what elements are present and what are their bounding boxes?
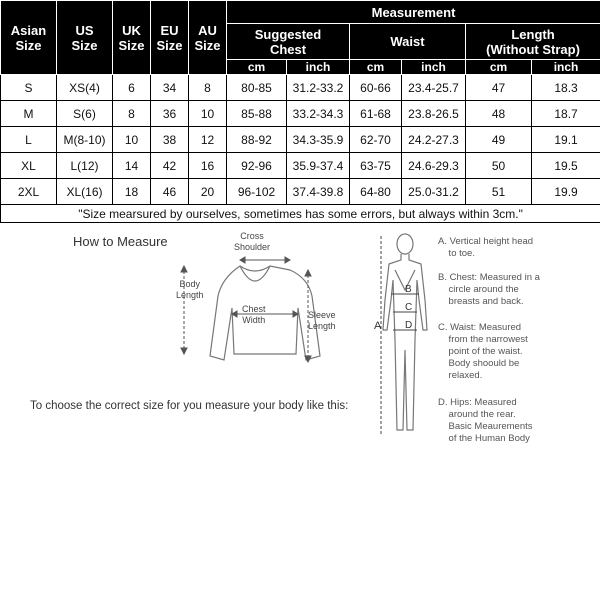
cell-chest-inch: 37.4-39.8 — [287, 179, 350, 205]
header-uk-size: UK Size — [113, 1, 151, 75]
unit-chest-cm: cm — [227, 60, 287, 75]
cell-waist-inch: 24.6-29.3 — [402, 153, 466, 179]
how-to-measure-section — [0, 222, 600, 482]
cell-eu: 36 — [151, 101, 189, 127]
cell-waist-cm: 63-75 — [350, 153, 402, 179]
header-waist: Waist — [350, 24, 466, 60]
cell-uk: 8 — [113, 101, 151, 127]
cell-chest-inch: 34.3-35.9 — [287, 127, 350, 153]
cell-uk: 18 — [113, 179, 151, 205]
cell-us: XL(16) — [57, 179, 113, 205]
unit-waist-inch: inch — [402, 60, 466, 75]
table-row — [1, 127, 600, 153]
header-asian-size: Asian Size — [1, 1, 57, 75]
cell-length-inch: 18.7 — [532, 101, 600, 127]
cell-us: L(12) — [57, 153, 113, 179]
cell-asian: M — [1, 101, 57, 127]
cell-chest-cm: 80-85 — [227, 75, 287, 101]
cell-length-cm: 47 — [466, 75, 532, 101]
body-letter-d: D — [405, 320, 413, 331]
legend-b: B. Chest: Measured in a circle around the breasts and back. — [438, 272, 540, 307]
cell-waist-cm: 61-68 — [350, 101, 402, 127]
cell-waist-cm: 64-80 — [350, 179, 402, 205]
header-chest: Suggested Chest — [227, 24, 350, 60]
cell-length-cm: 51 — [466, 179, 532, 205]
how-to-measure-title: How to Measure — [73, 234, 168, 249]
cell-length-inch: 19.5 — [532, 153, 600, 179]
cell-us: M(8-10) — [57, 127, 113, 153]
chest-width-label: Chest Width — [242, 304, 266, 325]
cell-length-inch: 18.3 — [532, 75, 600, 101]
cell-waist-cm: 60-66 — [350, 75, 402, 101]
size-chart — [0, 0, 600, 223]
cell-chest-cm: 88-92 — [227, 127, 287, 153]
cell-au: 16 — [189, 153, 227, 179]
unit-length-inch: inch — [532, 60, 600, 75]
cell-eu: 46 — [151, 179, 189, 205]
cell-eu: 34 — [151, 75, 189, 101]
cell-waist-inch: 24.2-27.3 — [402, 127, 466, 153]
cell-au: 10 — [189, 101, 227, 127]
cell-asian: S — [1, 75, 57, 101]
cell-asian: L — [1, 127, 57, 153]
cell-chest-cm: 96-102 — [227, 179, 287, 205]
cell-eu: 42 — [151, 153, 189, 179]
cell-asian: XL — [1, 153, 57, 179]
cell-length-inch: 19.1 — [532, 127, 600, 153]
table-row — [1, 75, 600, 101]
cell-waist-inch: 23.8-26.5 — [402, 101, 466, 127]
cell-length-cm: 50 — [466, 153, 532, 179]
cell-chest-inch: 31.2-33.2 — [287, 75, 350, 101]
unit-waist-cm: cm — [350, 60, 402, 75]
cell-chest-inch: 33.2-34.3 — [287, 101, 350, 127]
cell-uk: 10 — [113, 127, 151, 153]
unit-length-cm: cm — [466, 60, 532, 75]
cell-waist-inch: 25.0-31.2 — [402, 179, 466, 205]
cell-waist-inch: 23.4-25.7 — [402, 75, 466, 101]
cell-length-cm: 49 — [466, 127, 532, 153]
cell-length-cm: 48 — [466, 101, 532, 127]
cell-au: 8 — [189, 75, 227, 101]
table-row — [1, 153, 600, 179]
header-eu-size: EU Size — [151, 1, 189, 75]
header-length: Length (Without Strap) — [466, 24, 600, 60]
table-row — [1, 101, 600, 127]
cell-chest-cm: 92-96 — [227, 153, 287, 179]
cell-au: 20 — [189, 179, 227, 205]
choose-size-instruction: To choose the correct size for you measure your body like this: — [30, 400, 349, 412]
unit-chest-inch: inch — [287, 60, 350, 75]
body-length-label: Body Length — [176, 279, 204, 300]
legend-d: D. Hips: Measured around the rear. Basic Meaurements of the Human Body — [438, 397, 533, 444]
cell-uk: 6 — [113, 75, 151, 101]
cell-chest-cm: 85-88 — [227, 101, 287, 127]
size-disclaimer: "Size mearsured by ourselves, sometimes has some errors, but always within 3cm." — [1, 205, 600, 223]
cell-waist-cm: 62-70 — [350, 127, 402, 153]
body-letter-a: A — [374, 320, 382, 332]
size-table — [0, 0, 600, 223]
cell-uk: 14 — [113, 153, 151, 179]
cell-au: 12 — [189, 127, 227, 153]
cell-us: XS(4) — [57, 75, 113, 101]
cross-shoulder-label: Cross Shoulder — [234, 231, 271, 252]
cell-eu: 38 — [151, 127, 189, 153]
cell-us: S(6) — [57, 101, 113, 127]
header-measurement: Measurement — [227, 1, 600, 24]
legend-a: A. Vertical height head to toe. — [438, 236, 534, 259]
table-row — [1, 179, 600, 205]
cell-length-inch: 19.9 — [532, 179, 600, 205]
cell-asian: 2XL — [1, 179, 57, 205]
legend-c: C. Waist: Measured from the narrowest point of the waist. Body shoould be relaxed. — [438, 322, 528, 381]
cell-chest-inch: 35.9-37.4 — [287, 153, 350, 179]
header-us-size: US Size — [57, 1, 113, 75]
body-letter-b: B — [405, 284, 412, 295]
sleeve-length-label: Sleeve Length — [308, 310, 336, 331]
body-figure — [375, 230, 435, 445]
body-letter-c: C — [405, 302, 413, 313]
header-au-size: AU Size — [189, 1, 227, 75]
